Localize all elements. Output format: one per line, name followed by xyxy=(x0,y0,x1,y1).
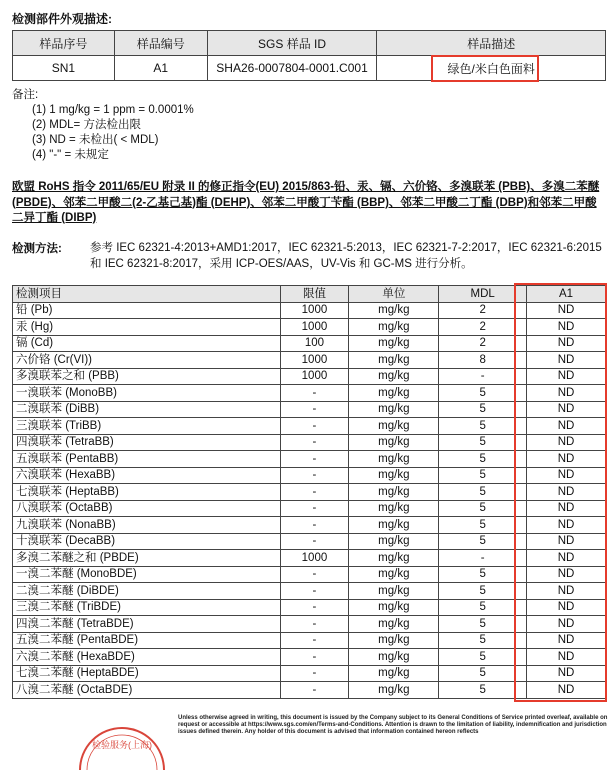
result-mdl: 5 xyxy=(439,566,527,583)
result-limit: - xyxy=(280,616,349,633)
result-limit: - xyxy=(280,451,349,468)
result-mdl: 5 xyxy=(439,434,527,451)
notes-label: 备注: xyxy=(12,89,39,101)
result-row xyxy=(13,418,606,435)
result-unit: mg/kg xyxy=(349,352,439,369)
result-item: 八溴二苯醚 (OctaBDE) xyxy=(13,682,281,699)
result-a1: ND xyxy=(527,583,606,600)
result-a1: ND xyxy=(527,616,606,633)
sample-desc xyxy=(377,56,606,81)
result-a1: ND xyxy=(527,302,606,319)
result-row xyxy=(13,401,606,418)
result-row xyxy=(13,368,606,385)
result-item: 二溴联苯 (DiBB) xyxy=(13,401,281,418)
result-mdl: 5 xyxy=(439,533,527,550)
result-a1: ND xyxy=(527,649,606,666)
company-seal xyxy=(74,712,170,772)
result-unit: mg/kg xyxy=(349,566,439,583)
result-item: 三溴二苯醚 (TriBDE) xyxy=(13,599,281,616)
results-table xyxy=(12,285,606,699)
method-label: 检测方法: xyxy=(12,243,62,255)
result-mdl: 8 xyxy=(439,352,527,369)
result-limit: - xyxy=(280,632,349,649)
note-item: (4) "-" = 未规定 xyxy=(32,149,109,161)
header-sample-desc: 样品描述 xyxy=(377,31,606,56)
result-mdl: 5 xyxy=(439,385,527,402)
result-item: 九溴联苯 (NonaBB) xyxy=(13,517,281,534)
result-row xyxy=(13,665,606,682)
result-item: 镉 (Cd) xyxy=(13,335,281,352)
result-limit: - xyxy=(280,500,349,517)
sample-table-row xyxy=(13,56,606,81)
result-item: 一溴联苯 (MonoBB) xyxy=(13,385,281,402)
result-item: 多溴二苯醚之和 (PBDE) xyxy=(13,550,281,567)
result-unit: mg/kg xyxy=(349,583,439,600)
result-row xyxy=(13,467,606,484)
result-mdl: 5 xyxy=(439,401,527,418)
result-row xyxy=(13,550,606,567)
appearance-section-title: 检测部件外观描述: xyxy=(12,12,112,26)
result-limit: - xyxy=(280,484,349,501)
result-mdl: 5 xyxy=(439,467,527,484)
result-row xyxy=(13,302,606,319)
result-a1: ND xyxy=(527,632,606,649)
result-a1: ND xyxy=(527,401,606,418)
result-item: 五溴联苯 (PentaBB) xyxy=(13,451,281,468)
note-item: (3) ND = 未检出( < MDL) xyxy=(32,134,159,146)
result-limit: - xyxy=(280,583,349,600)
result-unit: mg/kg xyxy=(349,533,439,550)
result-unit: mg/kg xyxy=(349,418,439,435)
result-limit: - xyxy=(280,566,349,583)
result-a1: ND xyxy=(527,566,606,583)
header-sample-code: 样品编号 xyxy=(114,31,207,56)
results-header xyxy=(13,286,606,303)
result-mdl: 5 xyxy=(439,451,527,468)
result-a1: ND xyxy=(527,368,606,385)
result-a1: ND xyxy=(527,500,606,517)
result-limit: - xyxy=(280,682,349,699)
result-limit: - xyxy=(280,467,349,484)
result-mdl: - xyxy=(439,550,527,567)
result-a1: ND xyxy=(527,484,606,501)
result-item: 四溴二苯醚 (TetraBDE) xyxy=(13,616,281,633)
result-row xyxy=(13,319,606,336)
header-unit: 单位 xyxy=(349,286,439,303)
result-unit: mg/kg xyxy=(349,682,439,699)
result-row xyxy=(13,451,606,468)
result-item: 七溴联苯 (HeptaBB) xyxy=(13,484,281,501)
result-row xyxy=(13,599,606,616)
result-a1: ND xyxy=(527,517,606,534)
result-a1: ND xyxy=(527,352,606,369)
result-unit: mg/kg xyxy=(349,616,439,633)
header-a1: A1 xyxy=(527,286,606,303)
result-mdl: 2 xyxy=(439,302,527,319)
result-limit: - xyxy=(280,385,349,402)
result-limit: 1000 xyxy=(280,319,349,336)
result-mdl: 5 xyxy=(439,632,527,649)
result-limit: - xyxy=(280,418,349,435)
sample-table xyxy=(12,30,606,81)
sample-no: SN1 xyxy=(13,56,115,81)
header-sample-no: 样品序号 xyxy=(13,31,115,56)
result-row xyxy=(13,434,606,451)
result-mdl: 5 xyxy=(439,599,527,616)
result-limit: 1000 xyxy=(280,302,349,319)
result-a1: ND xyxy=(527,335,606,352)
result-a1: ND xyxy=(527,599,606,616)
result-a1: ND xyxy=(527,319,606,336)
sample-table-header xyxy=(13,31,606,56)
result-row xyxy=(13,484,606,501)
result-unit: mg/kg xyxy=(349,500,439,517)
result-limit: - xyxy=(280,599,349,616)
result-a1: ND xyxy=(527,467,606,484)
result-mdl: 2 xyxy=(439,319,527,336)
notes xyxy=(12,88,194,163)
result-a1: ND xyxy=(527,682,606,699)
note-item: (1) 1 mg/kg = 1 ppm = 0.0001% xyxy=(32,104,194,116)
result-unit: mg/kg xyxy=(349,599,439,616)
result-limit: - xyxy=(280,649,349,666)
result-a1: ND xyxy=(527,418,606,435)
result-a1: ND xyxy=(527,533,606,550)
result-item: 七溴二苯醚 (HeptaBDE) xyxy=(13,665,281,682)
result-item: 多溴联苯之和 (PBB) xyxy=(13,368,281,385)
result-item: 四溴联苯 (TetraBB) xyxy=(13,434,281,451)
result-unit: mg/kg xyxy=(349,385,439,402)
result-item: 六溴联苯 (HexaBB) xyxy=(13,467,281,484)
result-mdl: 5 xyxy=(439,649,527,666)
result-row xyxy=(13,517,606,534)
result-item: 十溴联苯 (DecaBB) xyxy=(13,533,281,550)
result-row xyxy=(13,500,606,517)
sgs-id: SHA26-0007804-0001.C001 xyxy=(207,56,377,81)
result-item: 铅 (Pb) xyxy=(13,302,281,319)
header-sgs-id: SGS 样品 ID xyxy=(207,31,377,56)
result-mdl: 2 xyxy=(439,335,527,352)
result-item: 三溴联苯 (TriBB) xyxy=(13,418,281,435)
result-row xyxy=(13,566,606,583)
result-mdl: 5 xyxy=(439,665,527,682)
result-item: 五溴二苯醚 (PentaBDE) xyxy=(13,632,281,649)
result-unit: mg/kg xyxy=(349,401,439,418)
result-item: 汞 (Hg) xyxy=(13,319,281,336)
sample-desc-text: 绿色/米白色面料 xyxy=(447,61,535,76)
result-limit: - xyxy=(280,517,349,534)
result-limit: 1000 xyxy=(280,368,349,385)
result-row xyxy=(13,533,606,550)
result-unit: mg/kg xyxy=(349,319,439,336)
result-limit: - xyxy=(280,434,349,451)
result-unit: mg/kg xyxy=(349,467,439,484)
result-limit: - xyxy=(280,665,349,682)
result-unit: mg/kg xyxy=(349,550,439,567)
result-unit: mg/kg xyxy=(349,649,439,666)
result-limit: 100 xyxy=(280,335,349,352)
result-mdl: 5 xyxy=(439,418,527,435)
result-limit: - xyxy=(280,401,349,418)
result-mdl: 5 xyxy=(439,682,527,699)
result-unit: mg/kg xyxy=(349,302,439,319)
result-item: 一溴二苯醚 (MonoBDE) xyxy=(13,566,281,583)
result-item: 六溴二苯醚 (HexaBDE) xyxy=(13,649,281,666)
standard-title: 欧盟 RoHS 指令 2011/65/EU 附录 II 的修正指令(EU) 2015/863-铅、汞、镉、六价铬、多溴联苯 (PBB)、多溴二苯醚 (PBDE)、邻苯二甲酸二(2-乙基己基)酯 (DEHP)、邻苯二甲酸丁苄酯 (BBP)、邻苯二甲酸二丁酯 (DBP)和邻苯二甲酸二异丁酯 (DIBP) xyxy=(12,181,600,224)
result-a1: ND xyxy=(527,385,606,402)
result-row xyxy=(13,352,606,369)
result-limit: - xyxy=(280,533,349,550)
result-unit: mg/kg xyxy=(349,434,439,451)
result-row xyxy=(13,682,606,699)
result-mdl: 5 xyxy=(439,616,527,633)
result-mdl: 5 xyxy=(439,517,527,534)
result-row xyxy=(13,583,606,600)
result-unit: mg/kg xyxy=(349,484,439,501)
result-unit: mg/kg xyxy=(349,665,439,682)
result-mdl: 5 xyxy=(439,484,527,501)
result-a1: ND xyxy=(527,550,606,567)
note-item: (2) MDL= 方法检出限 xyxy=(32,119,141,131)
footer-disclaimer: Unless otherwise agreed in writing, this document is issued by the Company subject to its General Conditions of Service printed overleaf, available on request or accessible at https://www.sgs.com/en/Terms-and-Conditions. Attention is drawn to the limitation of liability, indemnification and jurisdiction issues defined therein. Any holder of this document is advised that information contained hereon reflects xyxy=(178,715,608,735)
result-unit: mg/kg xyxy=(349,632,439,649)
result-row xyxy=(13,649,606,666)
header-test-item: 检测项目 xyxy=(13,286,281,303)
result-row xyxy=(13,632,606,649)
result-mdl: - xyxy=(439,368,527,385)
header-mdl: MDL xyxy=(439,286,527,303)
result-limit: 1000 xyxy=(280,352,349,369)
result-row xyxy=(13,385,606,402)
result-unit: mg/kg xyxy=(349,517,439,534)
result-limit: 1000 xyxy=(280,550,349,567)
result-item: 六价铬 (Cr(VI)) xyxy=(13,352,281,369)
result-row xyxy=(13,335,606,352)
header-limit: 限值 xyxy=(280,286,349,303)
result-row xyxy=(13,616,606,633)
result-mdl: 5 xyxy=(439,500,527,517)
result-a1: ND xyxy=(527,434,606,451)
result-unit: mg/kg xyxy=(349,368,439,385)
sample-code: A1 xyxy=(114,56,207,81)
seal-text: 检验服务(上海) xyxy=(92,740,152,750)
result-unit: mg/kg xyxy=(349,451,439,468)
result-unit: mg/kg xyxy=(349,335,439,352)
result-a1: ND xyxy=(527,451,606,468)
result-a1: ND xyxy=(527,665,606,682)
result-item: 二溴二苯醚 (DiBDE) xyxy=(13,583,281,600)
result-item: 八溴联苯 (OctaBB) xyxy=(13,500,281,517)
result-mdl: 5 xyxy=(439,583,527,600)
method-text: 参考 IEC 62321-4:2013+AMD1:2017，IEC 62321-5:2013，IEC 62321-7-2:2017，IEC 62321-6:2015 和 IEC 62321-8:2017，采用 ICP-OES/AAS，UV-Vis 和 GC-MS 进行分析。 xyxy=(90,242,602,270)
